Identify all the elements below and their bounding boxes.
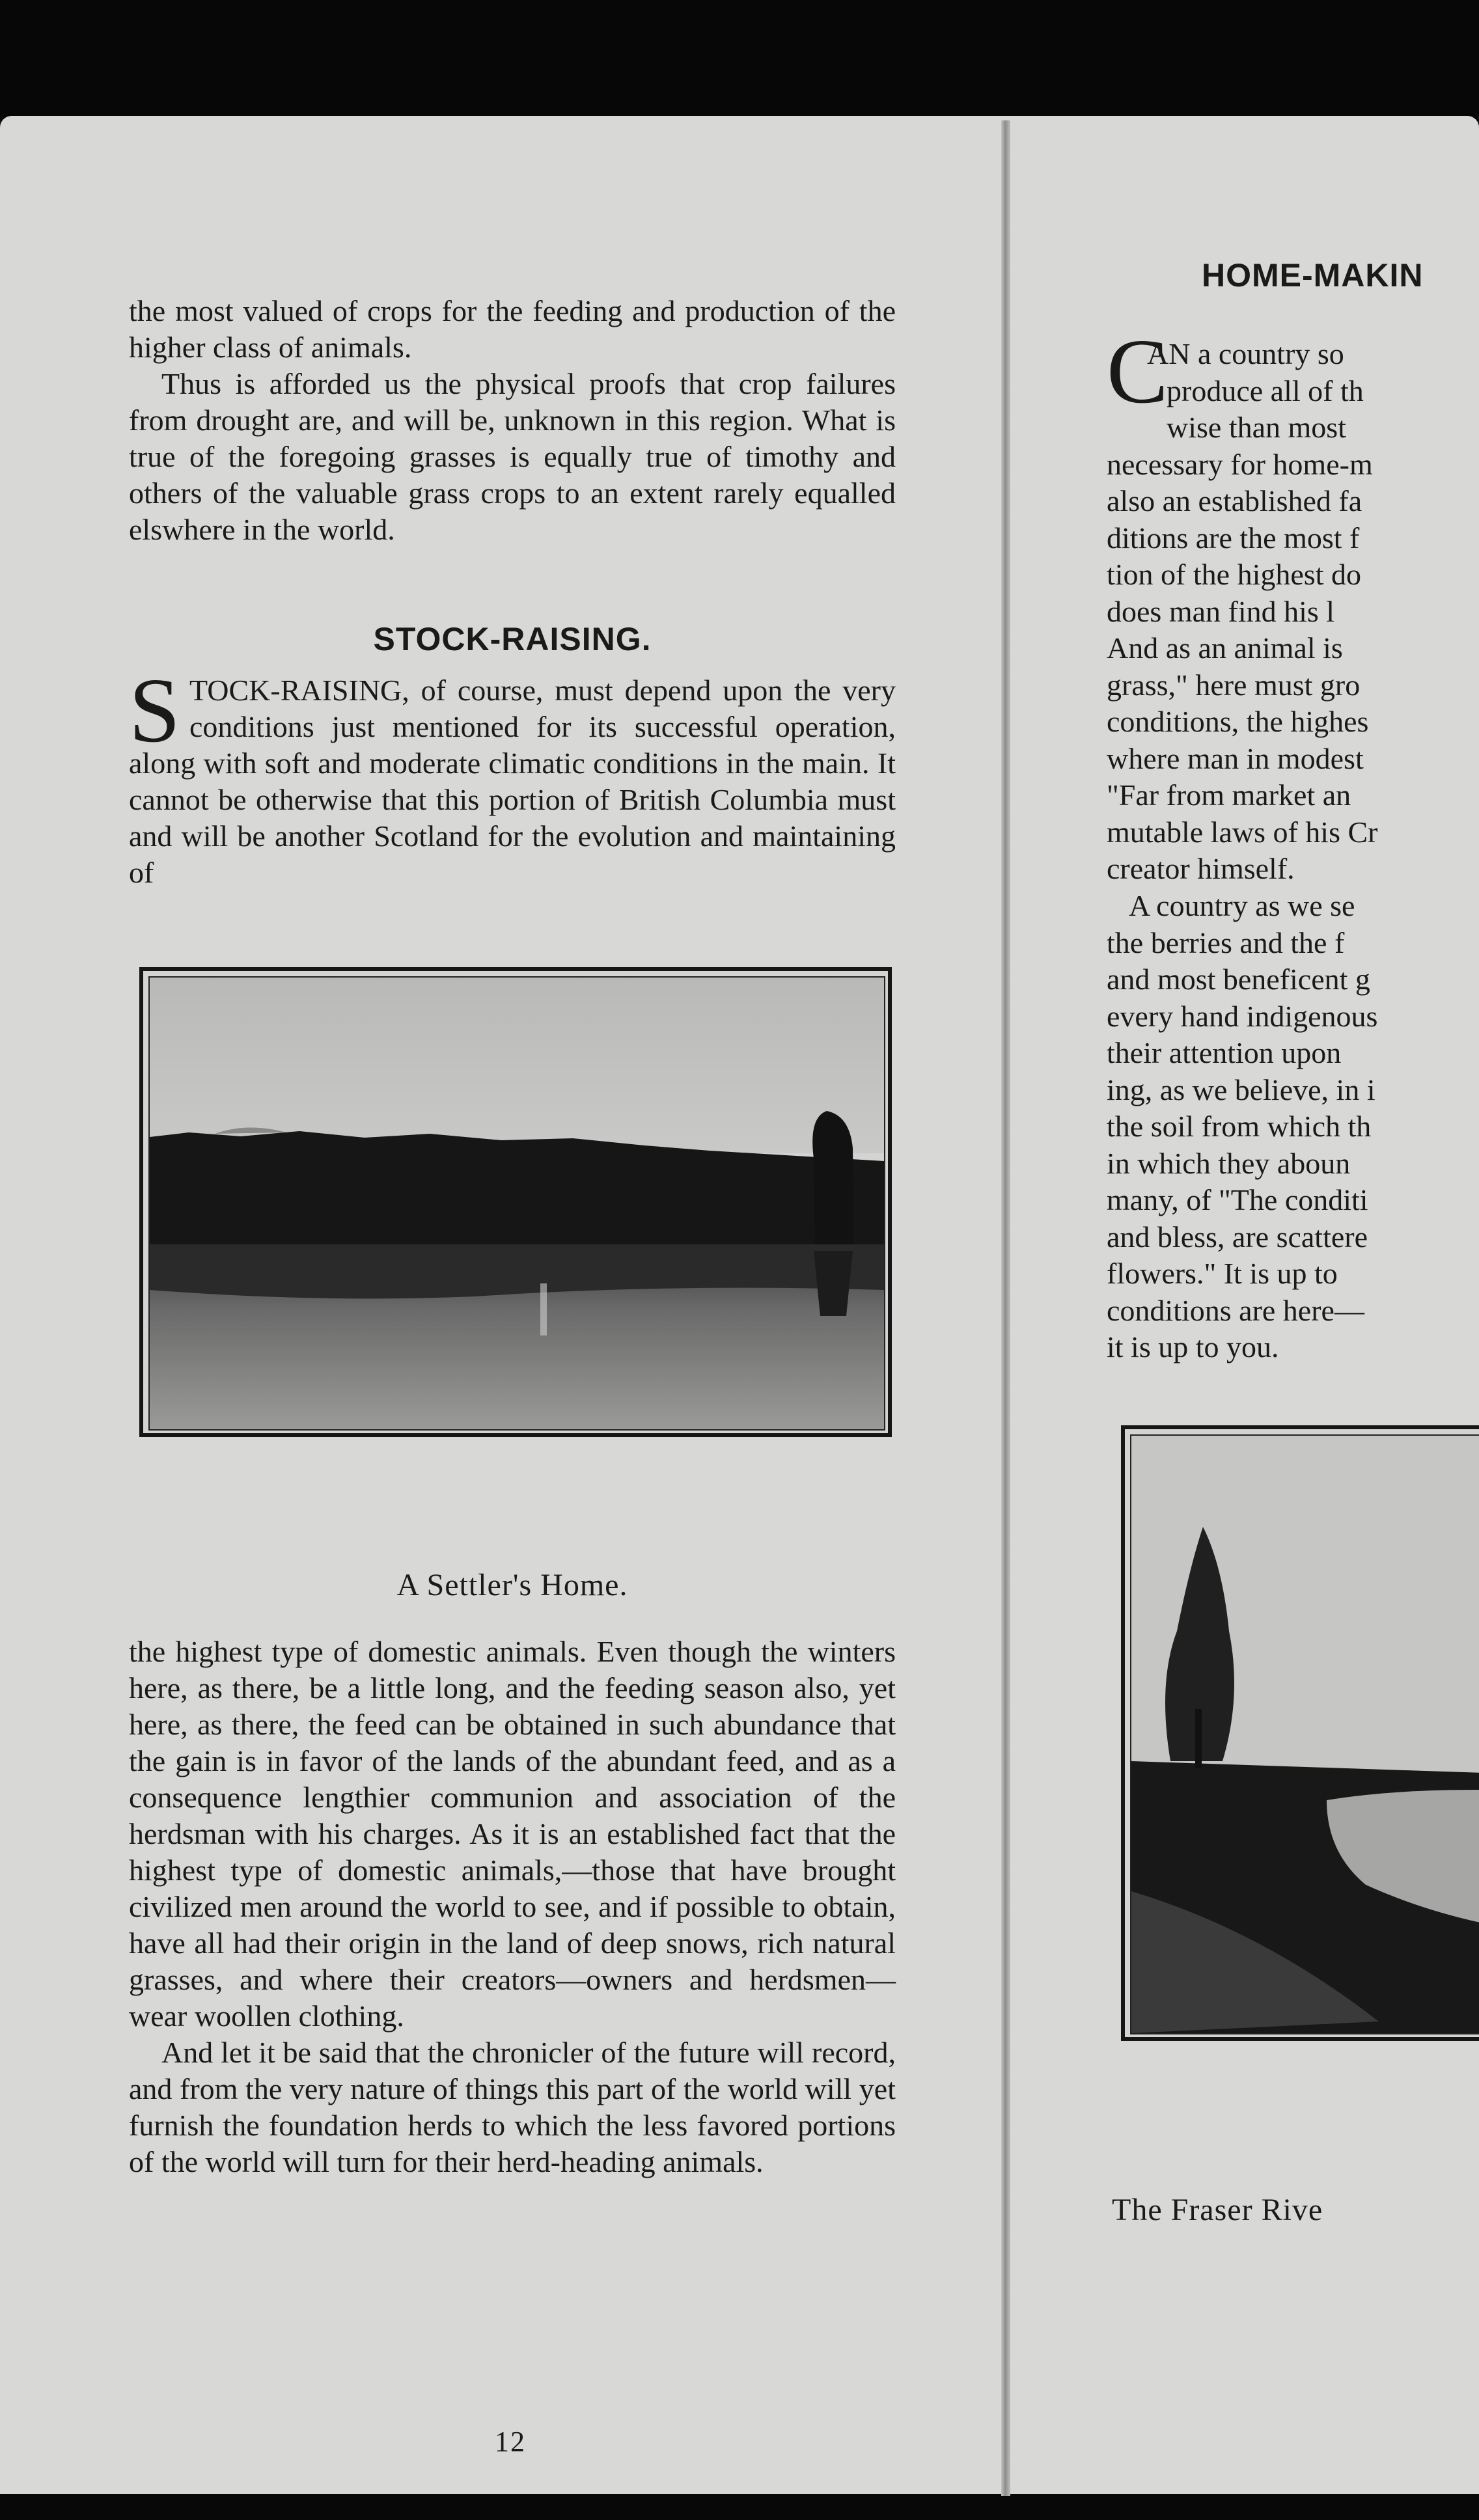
- right-page-line: AN a country so: [1147, 337, 1344, 370]
- right-page-line: the soil from which th: [1107, 1110, 1372, 1143]
- right-page: [1010, 116, 1479, 2494]
- scan-bottom-border: [0, 2494, 1479, 2520]
- right-page-line: conditions are here—: [1107, 1293, 1364, 1327]
- right-page-line: "Far from market an: [1107, 778, 1351, 812]
- settlers-home-photo: [139, 967, 892, 1437]
- settlers-home-caption: A Settler's Home.: [396, 1568, 628, 1602]
- fraser-river-caption: The Fraser Rive: [1112, 2193, 1323, 2227]
- right-page-line: ditions are the most f: [1107, 521, 1360, 555]
- stock-raising-section: [129, 620, 896, 891]
- right-page-line: where man in modest: [1107, 741, 1364, 775]
- right-page-line: creator himself.: [1107, 852, 1295, 885]
- right-page-line: their attention upon: [1107, 1036, 1342, 1069]
- stock-raising-paragraph: TOCK-RAISING, of course, must depend upon the very conditions just mentioned for its successful operation, along with soft and moderate climatic conditions in the main. It cannot be otherwise that this portion of British Columbia must and will be another Scotland for the evolution and maintaining of: [129, 674, 896, 889]
- left-text-bottom: [129, 1634, 896, 2180]
- lead-paragraph: the most valued of crops for the feeding and production of the higher class of animals.: [129, 294, 896, 364]
- right-page-line: every hand indigenous: [1107, 999, 1378, 1033]
- fraser-river-photo: [1121, 1425, 1479, 2041]
- settlers-home-image: [148, 976, 885, 1431]
- left-page: [0, 116, 1001, 2494]
- fraser-river-image: [1130, 1434, 1479, 2034]
- paragraph-drought: Thus is afforded us the physical proofs that crop failures from drought are, and will be, unknown in this region. What is true of the foregoing grasses is equally true of timothy and others of the valuable grass crops to an extent rarely equalled elswhere in the world.: [129, 367, 896, 546]
- page-number: 12: [495, 2426, 526, 2458]
- right-page-line: wise than most: [1167, 411, 1346, 444]
- right-text-block-1: [1107, 320, 1479, 888]
- paragraph-domestic-animals: the highest type of domestic animals. Even though the winters here, as there, be a little long, and the feeding season also, yet here, as there, the feed can be obtained in such abundance that the gain is in favor of the lands of the abundant feed, and as a consequence lengthier communion and association of the herdsman with his charges. As it is an established fact that the highest type of domestic animals,—those that have brought civilized men around the world to see, and if possible to obtain, have all had their origin in the land of deep snows, rich natural grasses, and where their creators—owners and herdsmen—wear woollen clothing.: [129, 1635, 896, 2033]
- right-page-line: and bless, are scattere: [1107, 1220, 1368, 1253]
- left-text-top: [129, 293, 896, 548]
- right-page-line: the berries and the f: [1107, 925, 1345, 959]
- right-page-line: mutable laws of his Cr: [1107, 815, 1378, 849]
- right-page-line: produce all of th: [1167, 374, 1364, 407]
- paragraph-chronicler: And let it be said that the chronicler of the future will record, and from the very nature of things this part of the world will yet furnish the foundation herds to which the less favored portions of the world will turn for their herd-heading animals.: [129, 2036, 896, 2178]
- book-gutter: [1001, 120, 1010, 2496]
- right-page-line: necessary for home-m: [1107, 447, 1373, 481]
- right-page-line: also an established fa: [1107, 484, 1362, 517]
- right-page-line: And as an animal is: [1107, 631, 1343, 664]
- right-text-block-2: [1107, 888, 1479, 1366]
- scan-top-border: [0, 0, 1479, 120]
- section-heading-stock-raising: STOCK-RAISING.: [373, 621, 652, 657]
- section-heading-home-making: HOME-MAKIN: [1202, 257, 1424, 294]
- right-page-line: it is up to you.: [1107, 1330, 1279, 1363]
- right-page-line: A country as we se: [1129, 889, 1355, 922]
- right-page-line: flowers." It is up to: [1107, 1257, 1338, 1290]
- right-page-line: in which they aboun: [1107, 1146, 1351, 1180]
- right-page-line: tion of the highest do: [1107, 558, 1361, 591]
- right-page-line: grass," here must gro: [1107, 668, 1361, 702]
- drop-cap-c: C: [1107, 320, 1168, 422]
- right-page-line: ing, as we believe, in i: [1107, 1073, 1375, 1106]
- right-page-line: and most beneficent g: [1107, 963, 1370, 996]
- right-page-line: many, of "The conditi: [1107, 1183, 1368, 1216]
- right-page-line: does man find his l: [1107, 594, 1335, 628]
- right-page-line: conditions, the highes: [1107, 705, 1369, 738]
- drop-cap-s: S: [129, 659, 180, 761]
